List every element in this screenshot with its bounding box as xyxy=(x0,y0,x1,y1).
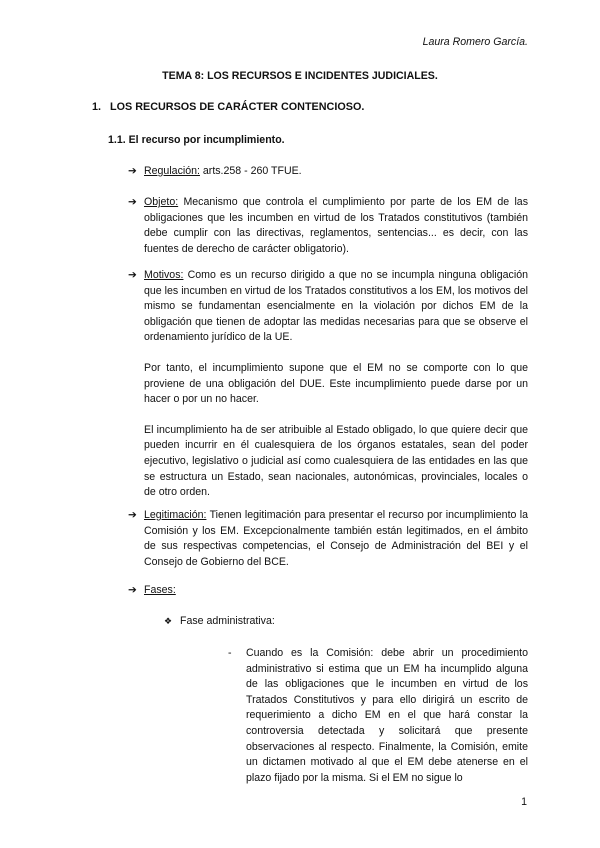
arrow-bullet-icon: ➔ xyxy=(128,509,137,521)
subsection-heading: 1.1. El recurso por incumplimiento. xyxy=(108,134,285,146)
motivos-paragraph-2: Por tanto, el incumplimiento supone que el EM no se comporte con lo que proviene de una obligación del DUE. Este incumplimiento puede darse por un hacer o por un no hacer. xyxy=(144,361,528,406)
arrow-bullet-icon: ➔ xyxy=(128,165,137,177)
arrow-bullet-icon: ➔ xyxy=(128,196,137,208)
list-item-motivos xyxy=(128,268,528,501)
section-title: LOS RECURSOS DE CARÁCTER CONTENCIOSO. xyxy=(110,101,365,113)
list-item-legitimacion xyxy=(128,508,528,570)
document-title: TEMA 8: LOS RECURSOS E INCIDENTES JUDICIALES. xyxy=(162,70,438,82)
item-text: Mecanismo que controla el cumplimiento por parte de los EM de las obligaciones que les incumben en virtud de los Tratados constitutivos (también debe cumplir con las directivas, reglamentos, sentencias... es decir, con las fuentes de derecho de carácter obligatorio). xyxy=(144,196,528,255)
item-label: Motivos: xyxy=(144,269,184,281)
dash-bullet-icon: - xyxy=(228,647,232,659)
list-item-fases xyxy=(128,583,528,599)
list-item-objeto xyxy=(128,195,528,257)
sub-item-fase-administrativa xyxy=(164,614,275,630)
item-label: Objeto: xyxy=(144,196,179,208)
arrow-bullet-icon: ➔ xyxy=(128,584,137,596)
diamond-bullet-icon: ❖ xyxy=(164,616,173,626)
dash-item-text: Cuando es la Comisión: debe abrir un procedimiento administrativo si estima que un EM ha incumplido alguna de las obligaciones que le incumben en virtud de los Tratados Constitutivos y para ello dirigirá un escrito de requerimiento a dicho EM en el que hará constar la controversia detectada y solicitará que presente observaciones al respecto. Finalmente, la Comisión, emite un dictamen motivado al que el EM debe atenerse en el plazo fijado por la misma. Si el EM no sigue lo xyxy=(246,647,528,784)
motivos-paragraph-3: El incumplimiento ha de ser atribuible al Estado obligado, lo que quiere decir que pueden incurrir en él cualesquiera de los órganos estatales, sean del poder ejecutivo, legislativo o judicial así como cualesquiera de las entidades en las que se estructura un Estado, sean nacionales, autonómicas, provinciales, locales o de otro orden. xyxy=(144,423,528,499)
dash-item-comision xyxy=(228,646,528,786)
item-label: Fases: xyxy=(144,584,176,596)
item-label: Regulación: xyxy=(144,165,200,177)
page-number: 1 xyxy=(521,796,527,808)
item-text: Tienen legitimación para presentar el recurso por incumplimiento la Comisión y los EM. Excepcionalmente también están legitimados, en el ámbito de sus respectivas competencias, el Consejo de Administración del BEI y el Consejo de Gobierno del BCE. xyxy=(144,509,528,568)
section-number: 1. xyxy=(92,101,102,113)
section-heading xyxy=(92,101,364,113)
author-header: Laura Romero García. xyxy=(422,36,528,48)
item-text: Como es un recurso dirigido a que no se incumpla ninguna obligación que les incumben en virtud de los Tratados constitutivos a los EM, los motivos del mismo se fundamentan esencialmente en la violación por dichos EM de la obligación que tienen de adoptar las medidas necesarias para que se observe el ordenamiento jurídico de la UE. xyxy=(144,269,528,344)
item-text: arts.258 - 260 TFUE. xyxy=(199,165,302,177)
list-item-regulacion xyxy=(128,164,528,180)
sub-item-label: Fase administrativa: xyxy=(180,615,275,627)
arrow-bullet-icon: ➔ xyxy=(128,269,137,281)
item-label: Legitimación: xyxy=(144,509,207,521)
